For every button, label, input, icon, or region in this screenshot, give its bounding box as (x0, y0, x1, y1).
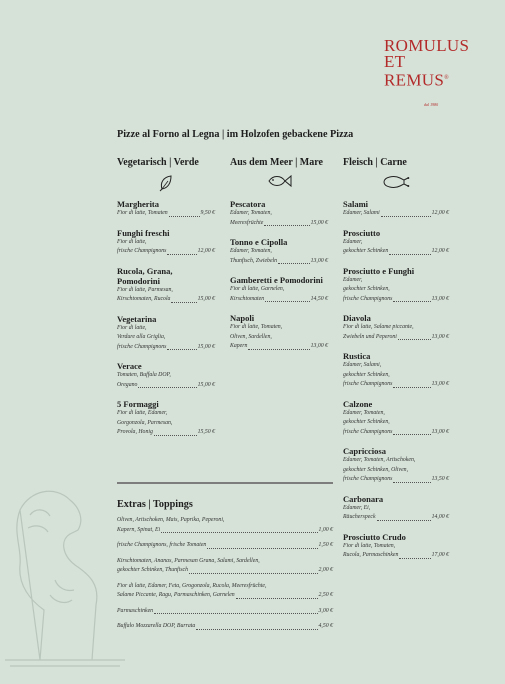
item-ingredients: Fior di latte, Salame piccante, (343, 324, 414, 330)
item-price: 13,00 € (431, 381, 449, 387)
dot-leader (248, 349, 309, 350)
dot-leader (265, 301, 309, 302)
item-name: Verace (117, 361, 142, 371)
item-name: Gamberetti e Pomodorini (230, 275, 323, 285)
price-line (343, 209, 449, 219)
item-name: Calzone (343, 398, 373, 409)
item-ingredients: Fior di latte, Tomaten (117, 210, 168, 216)
item-ingredients: Thunfisch, Zwiebeln (230, 257, 278, 264)
item-ingredients: Fior di latte, (117, 238, 147, 245)
item-ingredients: gekochter Schinken, (343, 419, 390, 425)
menu-item (230, 237, 328, 266)
column-sea (230, 157, 328, 361)
item-ingredients: Fior di latte, Tomaten, (230, 324, 283, 330)
dot-leader (207, 548, 317, 549)
item-ingredients: gekochter Schinken, (343, 286, 390, 292)
dot-leader (381, 216, 431, 217)
column-heading: Aus dem Meer | Mare (230, 157, 323, 168)
price-line (343, 247, 449, 257)
item-name: 5 Formaggi (117, 399, 159, 409)
item-ingredients: Zwiebeln und Peperoni (343, 333, 397, 340)
extras-price: 4,50 € (318, 623, 333, 629)
column-heading: Vegetarisch | Verde (117, 157, 199, 168)
extras-group (117, 582, 333, 601)
price-line (117, 295, 215, 305)
dot-leader (393, 387, 430, 388)
extras-text: Buffalo Mozzarella DOP, Burrata (117, 623, 196, 629)
price-line (117, 343, 215, 353)
section-divider (117, 482, 333, 484)
item-ingredients: frische Champignons (343, 428, 393, 435)
item-ingredients: Oliven, Sardellen, (230, 333, 272, 340)
item-price: 13,00 € (431, 295, 449, 302)
price-line (230, 342, 328, 352)
item-ingredients: frische Champignons (117, 248, 167, 254)
price-line (343, 380, 449, 390)
dot-leader (154, 435, 197, 436)
extras-text: Parmaschinken (117, 607, 154, 614)
price-line (117, 622, 333, 632)
item-ingredients: Gorgonzola, Parmesan, (117, 419, 173, 426)
item-price: 15,50 € (197, 429, 215, 435)
item-ingredients: Edamer, (343, 238, 363, 245)
item-ingredients: frische Champignons (117, 343, 167, 350)
menu-item (117, 361, 215, 390)
item-name: Capricciosa (343, 446, 386, 456)
price-line (343, 513, 449, 523)
item-price: 15,00 € (197, 296, 215, 302)
dot-leader (264, 225, 309, 226)
menu-item (343, 399, 449, 438)
item-name: Napoli (230, 313, 255, 323)
menu-item (230, 275, 328, 304)
price-line (117, 607, 333, 617)
price-line (343, 475, 449, 485)
fish-icon (230, 174, 328, 192)
extras-price: 2,00 € (318, 567, 333, 573)
extras-group (117, 516, 333, 535)
extras-price: 2,50 € (318, 592, 333, 598)
dot-leader (389, 254, 430, 255)
dot-leader (171, 302, 196, 303)
menu-item (343, 532, 449, 561)
dot-leader (399, 558, 430, 559)
price-line (343, 333, 449, 343)
item-ingredients: Fior di latte, Tomaten, (343, 542, 396, 549)
price-line (117, 566, 333, 576)
menu-item (117, 266, 215, 305)
menu-item (117, 399, 215, 438)
item-ingredients: Fior di latte, (117, 324, 147, 331)
item-ingredients: Rucola, Parmaschinken (343, 552, 399, 558)
menu-item (343, 351, 449, 390)
item-name-cont: Pomodorini (117, 275, 160, 286)
menu-item (117, 199, 215, 219)
menu-item (343, 494, 449, 523)
menu-item (230, 313, 328, 352)
extras-price: 3,00 € (318, 607, 333, 614)
price-line (117, 247, 215, 257)
item-ingredients: frische Champignons (343, 295, 393, 302)
item-ingredients: Meeresfrüchte (230, 219, 264, 226)
price-line (343, 295, 449, 305)
extras-heading: Extras | Toppings (117, 499, 193, 510)
dot-leader (167, 349, 196, 350)
item-ingredients: Edamer, Salami (343, 210, 380, 216)
price-line (117, 209, 215, 219)
logo-line-1: ROMULUS (384, 36, 470, 55)
extras-group (117, 607, 333, 617)
item-ingredients: Edamer, (343, 276, 363, 283)
logo-line-3: REMUS® (384, 70, 449, 90)
extras-text: Kapern, Spinat, Ei (117, 526, 161, 533)
dot-leader (161, 532, 317, 533)
item-price: 13,00 € (431, 333, 449, 340)
item-name: Prosciutto e Funghi (343, 265, 415, 276)
item-price: 12,00 € (431, 248, 449, 254)
extras-group (117, 557, 333, 576)
dot-leader (167, 254, 196, 255)
menu-item (343, 313, 449, 342)
item-price: 15,00 € (197, 343, 215, 350)
item-name: Funghi freschi (117, 227, 170, 238)
item-ingredients: Fior di latte, Parmesan, (117, 286, 173, 293)
item-ingredients: Edamer, Tomaten, (230, 248, 272, 254)
item-price: 13,00 € (310, 343, 328, 349)
extras-price: 1,50 € (318, 542, 333, 548)
item-ingredients: Kirschtomaten (230, 295, 265, 302)
menu-item (343, 446, 449, 485)
price-line (343, 428, 449, 438)
item-price: 14,50 € (310, 295, 328, 302)
price-line (117, 428, 215, 438)
menu-item (343, 228, 449, 257)
column-meat (343, 157, 449, 570)
dot-leader (189, 573, 318, 574)
item-price: 12,00 € (197, 248, 215, 254)
item-name: Carbonara (343, 493, 384, 504)
dot-leader (398, 339, 431, 340)
item-price: 9,50 € (200, 210, 215, 216)
item-name: Diavola (343, 313, 371, 323)
item-ingredients: Fior di latte, Edamer, (117, 410, 168, 416)
item-name: Rucola, Grana, (117, 265, 173, 276)
dot-leader (154, 613, 317, 614)
page-title: Pizze al Forno al Legna | im Holzofen gebackene Pizza (117, 129, 354, 140)
item-name: Pescatora (230, 199, 266, 209)
price-line (230, 295, 328, 305)
item-name: Vegetarina (117, 313, 157, 324)
ham-icon (343, 174, 449, 192)
menu-item (117, 228, 215, 257)
price-line (117, 381, 215, 391)
price-line (117, 526, 333, 536)
item-name: Margherita (117, 199, 160, 209)
extras-group (117, 622, 333, 632)
item-ingredients: Edamer, Salami, (343, 362, 382, 368)
item-ingredients: gekochter Schinken, Oliven, (343, 466, 409, 473)
extras-text: Fior di latte, Edamer, Feta, Grogonzola, Rucola, Meeresfrüchte, (117, 582, 267, 589)
item-ingredients: gekochter Schinken, (343, 371, 390, 378)
extras-group (117, 541, 333, 551)
column-heading: Fleisch | Carne (343, 157, 407, 168)
item-ingredients: frische Champignons (343, 476, 393, 482)
item-ingredients: Kapern (230, 343, 248, 349)
she-wolf-statue-illustration (0, 470, 130, 670)
item-price: 13,50 € (431, 476, 449, 482)
item-ingredients: Edamer, Tomaten, Artischoken, (343, 457, 416, 463)
extras-text: Salame Piccante, Ragu, Parmaschinken, Garnelen (117, 592, 235, 598)
item-ingredients: Edamer, Tomaten, (230, 210, 272, 216)
item-name: Tonno e Cipolla (230, 237, 288, 247)
price-line (230, 257, 328, 267)
item-price: 13,00 € (310, 257, 328, 264)
item-ingredients: Fior di latte, Garnelen, (230, 286, 285, 292)
item-ingredients: Edamer, Ei, (343, 504, 371, 511)
extras-text: gekochter Schinken, Thunfisch (117, 567, 188, 573)
item-price: 12,00 € (431, 210, 449, 216)
item-ingredients: frische Champignons (343, 381, 393, 387)
item-price: 13,00 € (431, 428, 449, 435)
menu-item (343, 266, 449, 305)
extras-price: 1,00 € (318, 526, 333, 533)
extras-section (117, 499, 333, 638)
extras-text: frische Champignons, frische Tomaten (117, 542, 207, 548)
item-name: Rustica (343, 351, 371, 361)
item-price: 15,00 € (310, 219, 328, 226)
dot-leader (196, 629, 317, 630)
price-line (117, 541, 333, 551)
restaurant-logo (384, 38, 469, 89)
dot-leader (393, 301, 430, 302)
item-ingredients: Tomaten, Buffala DOP, (117, 372, 171, 378)
registered-mark: ® (444, 75, 449, 81)
dot-leader (393, 482, 430, 483)
item-ingredients: gekochter Schinken (343, 248, 389, 254)
item-price: 15,00 € (197, 381, 215, 388)
menu-item (230, 199, 328, 228)
item-price: 14,00 € (431, 514, 449, 520)
item-ingredients: Verdure alla Griglia, (117, 334, 166, 340)
logo-since: dal 1980 (424, 102, 439, 107)
dot-leader (393, 434, 430, 435)
price-line (343, 551, 449, 561)
item-ingredients: Kirschtomaten, Rucola (117, 296, 171, 302)
item-name: Prosciutto (343, 227, 381, 238)
logo-line-2: ET (384, 52, 406, 71)
dot-leader (138, 387, 196, 388)
item-ingredients: Oregano (117, 381, 138, 388)
dot-leader (278, 263, 310, 264)
item-ingredients: Provola, Honig (117, 429, 153, 435)
dot-leader (377, 520, 431, 521)
item-ingredients: Edamer, Tomaten, (343, 409, 385, 416)
extras-text: Kirschtomaten, Ananas, Parmesan Grana, Salami, Sardellen, (117, 557, 260, 564)
item-ingredients: Räucherspeck (343, 514, 376, 520)
column-vegetarian (117, 157, 215, 447)
extras-text: Oliven, Artischoken, Mais, Paprika, Peperoni, (117, 517, 225, 523)
price-line (117, 591, 333, 601)
price-line (230, 219, 328, 229)
menu-item (343, 199, 449, 219)
dot-leader (169, 216, 200, 217)
item-name: Salami (343, 199, 369, 209)
dot-leader (236, 598, 318, 599)
leaf-icon (117, 174, 215, 192)
item-price: 17,00 € (431, 552, 449, 558)
menu-item (117, 314, 215, 353)
item-name: Prosciutto Crudo (343, 531, 406, 542)
